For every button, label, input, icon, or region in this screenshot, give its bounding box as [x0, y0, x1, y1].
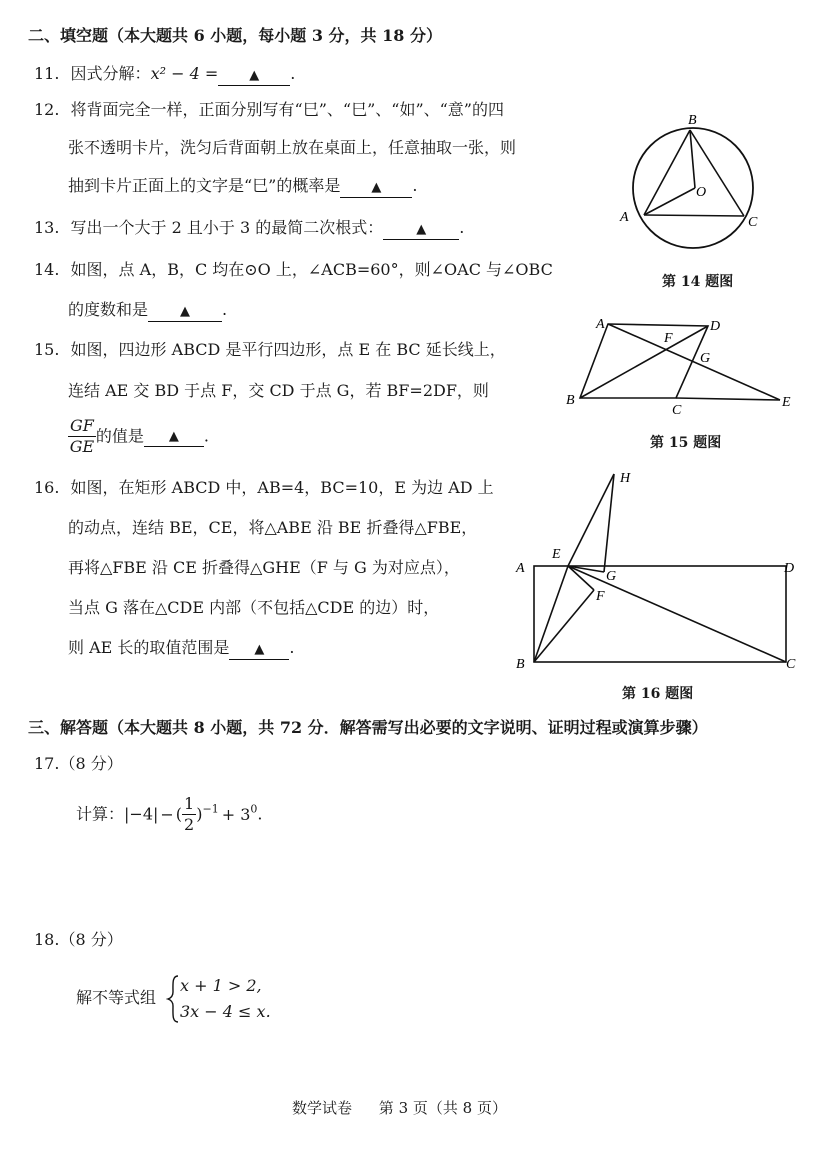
segment-ac [644, 215, 744, 216]
segment-eh [568, 474, 614, 566]
question-text-line: 张不透明卡片，洗匀后背面朝上放在桌面上，任意抽取一张，则 [68, 138, 517, 157]
label-g: G [606, 569, 617, 584]
question-text-line: 如图，在矩形 ABCD 中，AB=4，BC=10，E 为边 AD 上 [70, 478, 494, 497]
question-text-line: 抽到卡片正面上的文字是“巳”的概率是 ▲ . [68, 176, 417, 198]
label-a: A [620, 210, 629, 225]
question-number: 16. [34, 478, 60, 497]
question-number: 15. [34, 340, 60, 359]
answer-blank[interactable]: ▲ [383, 219, 459, 240]
figure-14-circle [610, 108, 790, 268]
answer-blank[interactable]: ▲ [144, 426, 204, 447]
figure-16-rectangle [508, 462, 808, 680]
label-b: B [688, 113, 697, 128]
label-b: B [566, 393, 575, 408]
math-expression: x² − 4 = [150, 64, 219, 83]
question-text-line: 的度数和是 ▲ . [68, 300, 227, 322]
segment-ce [568, 566, 786, 662]
label-f: F [664, 331, 673, 346]
segment-hg [604, 474, 614, 572]
question-17-header: 17.（8 分） [34, 754, 123, 773]
fraction-one-half: $\frac{1}{2}$ [184, 794, 195, 834]
question-text-line: 将背面完全一样，正面分别写有“巳”、“巳”、“如”、“意”的四 [70, 100, 504, 119]
question-number: 12. [34, 100, 60, 119]
figure-16-caption: 第 16 题图 [622, 686, 694, 702]
circle-o [633, 128, 753, 248]
inequality-1: x + 1 > 2, [180, 976, 262, 995]
question-text-line: 再将△FBE 沿 CE 折叠得△GHE（F 与 G 为对应点）， [68, 558, 460, 577]
footer [292, 1098, 507, 1118]
figure-15-caption: 第 15 题图 [650, 435, 722, 451]
footer-page: 第 3 页（共 8 页） [378, 1099, 507, 1117]
segment-bf [534, 590, 594, 662]
segment-ae [608, 324, 780, 400]
question-12 [34, 100, 504, 120]
label-o: O [696, 185, 707, 200]
question-number: 13. [34, 218, 60, 237]
question-text-line: 如图，点 A，B，C 均在⊙O 上，∠ACB=60°，则∠OAC 与∠OBC [70, 260, 553, 279]
fraction-gf-ge: $\frac{GF}{GE}$ [69, 416, 95, 456]
question-text-line: 当点 G 落在△CDE 内部（不包括△CDE 的边）时， [68, 598, 440, 617]
question-14 [34, 260, 553, 280]
question-15 [34, 340, 506, 360]
label-c: C [786, 657, 796, 672]
question-16 [34, 478, 494, 498]
figure-14-caption: 第 14 题图 [662, 274, 734, 290]
label-d: D [710, 319, 721, 334]
inequality-2: 3x − 4 ≤ x. [180, 1002, 271, 1021]
section-2-title: 二、填空题（本大题共 6 小题，每小题 3 分，共 18 分） [28, 26, 442, 45]
label-h: H [620, 471, 631, 486]
segment-bd [580, 326, 711, 398]
figure-15-parallelogram [560, 312, 800, 422]
label-e: E [552, 547, 561, 562]
label-f: F [596, 589, 605, 604]
label-c: C [672, 403, 682, 418]
question-17-expression: 计算：|−4| − ( $\frac{1}{2}$ )$^{-1} + 3^0$. [76, 794, 263, 834]
question-text: 写出一个大于 2 且小于 3 的最简二次根式： [70, 218, 384, 237]
question-text-line: 如图，四边形 ABCD 是平行四边形，点 E 在 BC 延长线上， [70, 340, 506, 359]
footer-subject: 数学试卷 [292, 1099, 353, 1117]
answer-blank[interactable]: ▲ [148, 301, 222, 322]
label-a: A [516, 561, 525, 576]
answer-blank[interactable]: ▲ [340, 177, 412, 198]
segment-ob [690, 130, 695, 188]
rectangle-abcd [534, 566, 786, 662]
label-c: C [748, 215, 758, 230]
section-3-title: 三、解答题（本大题共 8 小题，共 72 分．解答需写出必要的文字说明、证明过程或演算步骤） [28, 718, 708, 737]
question-11: 11. 因式分解：x² − 4 = ▲ . [34, 64, 295, 86]
question-text: 因式分解： [70, 64, 151, 83]
label-b: B [516, 657, 525, 672]
question-text-line: 连结 AE 交 BD 于点 F，交 CD 于点 G，若 BF=2DF，则 [68, 381, 489, 400]
question-text-line: 则 AE 长的取值范围是 ▲ . [68, 638, 295, 660]
segment-bc [690, 130, 744, 216]
answer-blank[interactable]: ▲ [218, 65, 290, 86]
label-g: G [700, 351, 711, 366]
question-number: 11. [34, 64, 60, 83]
question-13: 13. 写出一个大于 2 且小于 3 的最简二次根式： ▲ . [34, 218, 464, 240]
question-18-prefix: 解不等式组 [76, 988, 157, 1007]
label-d: D [784, 561, 795, 576]
segment-ce [676, 398, 780, 400]
question-text-line: $\frac{GF}{GE}$ 的值是 ▲ . [69, 416, 209, 456]
question-number: 14. [34, 260, 60, 279]
segment-be [534, 566, 568, 662]
question-18-header: 18.（8 分） [34, 930, 123, 949]
brace-icon [166, 974, 180, 1024]
question-text-line: 的动点，连结 BE，CE，将△ABE 沿 BE 折叠得△FBE， [68, 518, 478, 537]
label-e: E [782, 395, 791, 410]
answer-blank[interactable]: ▲ [229, 639, 289, 660]
label-a: A [596, 317, 605, 332]
